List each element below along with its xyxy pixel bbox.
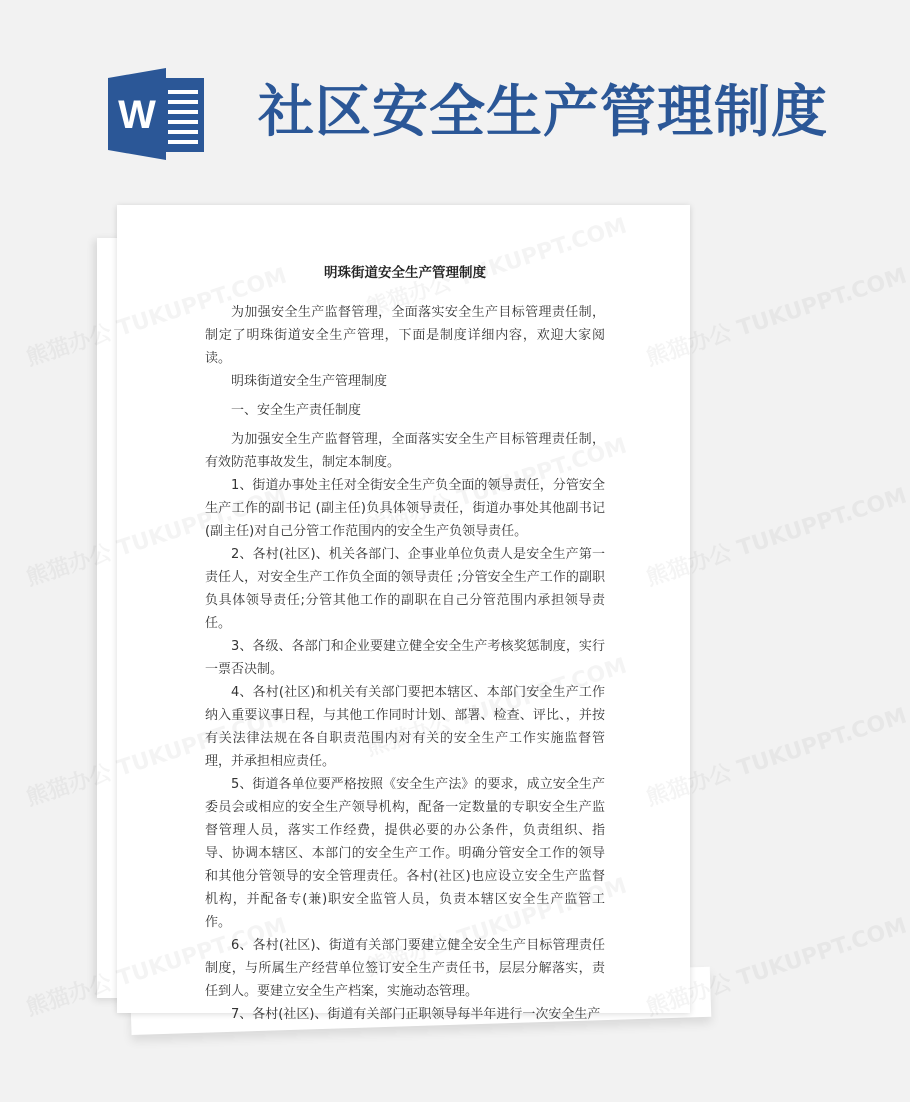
document-title: 明珠街道安全生产管理制度: [324, 265, 486, 281]
paragraph: 6、各村(社区)、街道有关部门要建立健全安全生产目标管理责任制度，与所属生产经营单位签订安全生产责任书，层层分解落实，责任到人。要建立安全生产档案，实施动态管理。: [205, 938, 605, 999]
paragraph: 7、各村(社区)、街道有关部门正职领导每半年进行一次安全生产: [231, 1007, 601, 1022]
document-page: [117, 205, 690, 1022]
banner-title: 社区安全生产管理制度: [258, 79, 828, 145]
paragraph-intro: 为加强安全生产监督管理，全面落实安全生产目标管理责任制，制定了明珠街道安全生产管理，下面是制度详细内容，欢迎大家阅读。: [205, 305, 605, 366]
word-icon: [108, 68, 208, 160]
paragraph: 为加强安全生产监督管理，全面落实安全生产目标管理责任制，有效防范事故发生，制定本制度。: [205, 432, 605, 470]
paragraph: 2、各村(社区)、机关各部门、企事业单位负责人是安全生产第一责任人，对安全生产工作负全面的领导责任 ;分管安全生产工作的副职负具体领导责任;分管其他工作的副职在自己分管范围内承担领导责任。: [205, 547, 605, 631]
paragraph: 3、各级、各部门和企业要建立健全安全生产考核奖惩制度，实行一票否决制。: [205, 639, 605, 677]
paragraph: 5、街道各单位要严格按照《安全生产法》的要求，成立安全生产委员会或相应的安全生产领导机构，配备一定数量的专职安全生产监督管理人员，落实工作经费，提供必要的办公条件，负责组织、指导、协调本辖区、本部门的安全生产工作。明确分管安全工作的领导和其他分管领导的安全管理责任。各村(社区)也应设立安全生产监督机构，并配备专(兼)职安全监管人员，负责本辖区安全生产监管工作。: [205, 777, 605, 930]
section-heading: 一、安全生产责任制度: [231, 403, 362, 418]
paragraph: 4、各村(社区)和机关有关部门要把本辖区、本部门安全生产工作纳入重要议事日程，与其他工作同时计划、部署、检查、评比、，并按有关法律法规在各自职责范围内对有关的安全生产工作实施监督管理，并承担相应责任。: [205, 685, 605, 769]
document-body: [205, 261, 605, 1026]
banner: [0, 0, 828, 190]
paragraph: 1、街道办事处主任对全街安全生产负全面的领导责任，分管安全生产工作的副书记 (副主任)负具体领导责任，街道办事处其他副书记(副主任)对自己分管工作范围内的安全生产负领导责任。: [205, 478, 605, 539]
svg-text:W: W: [118, 93, 156, 137]
paragraph-subtitle: 明珠街道安全生产管理制度: [231, 374, 388, 389]
